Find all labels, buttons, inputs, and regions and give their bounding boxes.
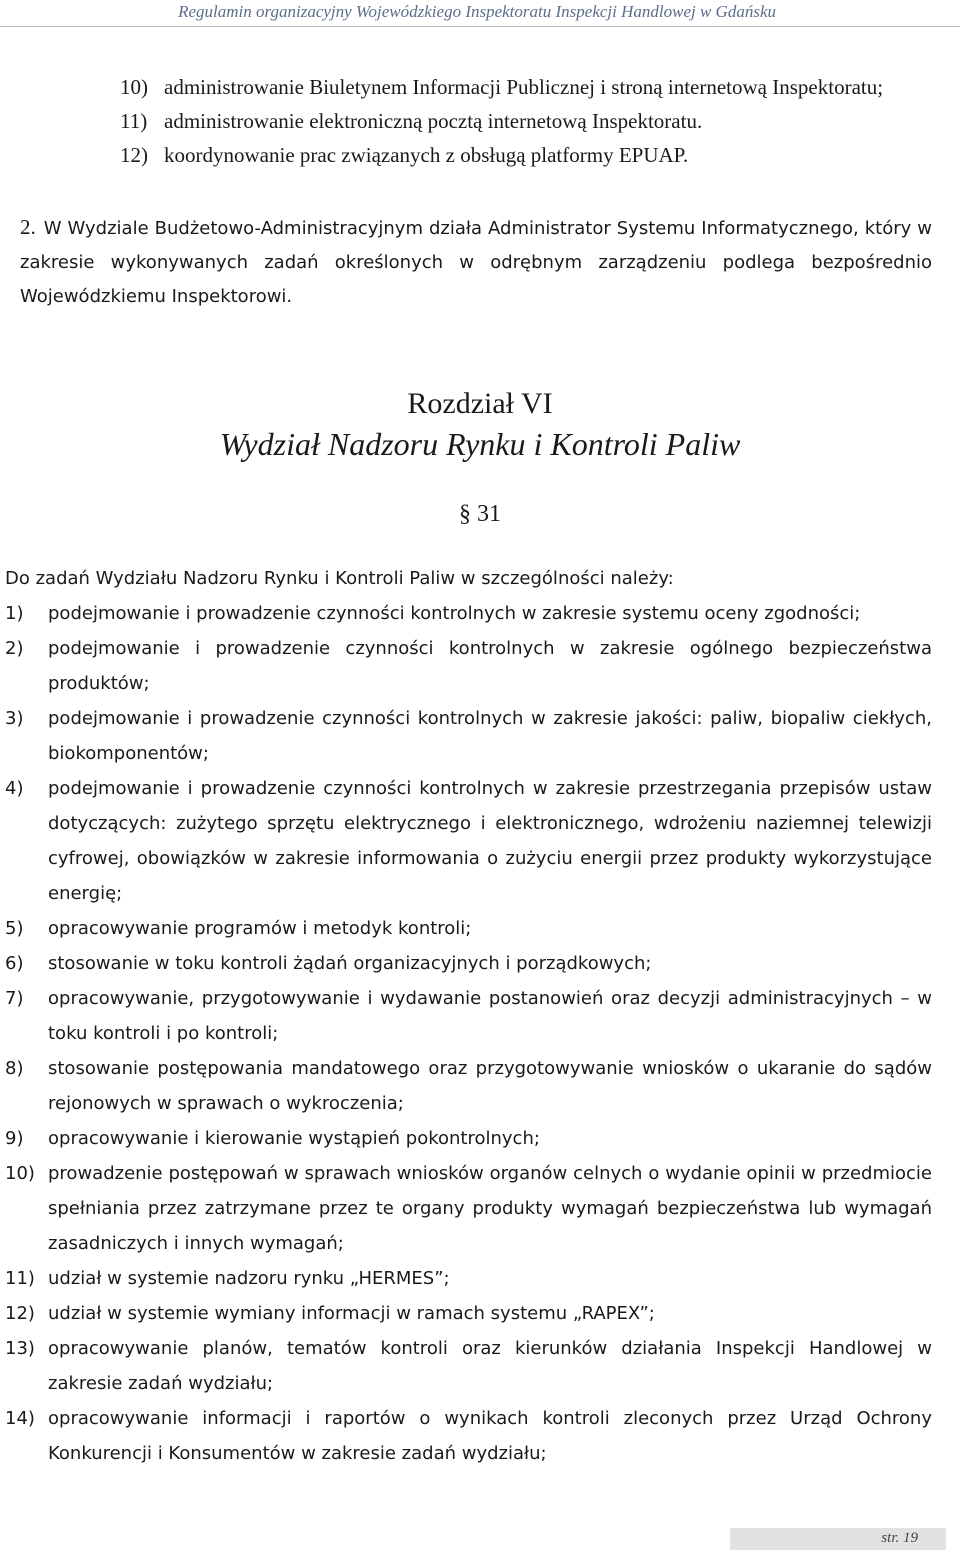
list-item-number: 11) <box>5 1268 35 1289</box>
list-item-text: podejmowanie i prowadzenie czynności kontrolnych w zakresie ogólnego bezpieczeństwa produktów; <box>48 638 932 694</box>
list-item-number: 8) <box>5 1058 24 1079</box>
list-item-number: 12) <box>120 143 148 167</box>
intro-text: Do zadań Wydziału Nadzoru Rynku i Kontroli Paliw w szczególności należy: <box>5 568 674 589</box>
list-item-text: opracowywanie planów, tematów kontroli oraz kierunków działania Inspekcji Handlowej w zakresie zadań wydziału; <box>48 1338 932 1394</box>
section-number: 31 <box>477 501 501 527</box>
list-item <box>5 946 932 981</box>
list-item-text: opracowywanie i kierowanie wystąpień pokontrolnych; <box>48 1128 540 1149</box>
list-item-text: stosowanie postępowania mandatowego oraz przygotowywanie wniosków o ukaranie do sądów rejonowych w sprawach o wykroczenia; <box>48 1058 932 1114</box>
list-item-number: 14) <box>5 1408 35 1429</box>
section-symbol: § <box>459 501 471 527</box>
list-item <box>5 981 932 1051</box>
list-item <box>5 1331 932 1401</box>
list-item-number: 2) <box>5 638 24 659</box>
list-item-text: prowadzenie postępowań w sprawach wniosków organów celnych o wydanie opinii w przedmiocie spełniania przez zatrzymane przez te organy produkty wymagań bezpieczeństwa lub wymagań zasadniczych i innych wymagań; <box>48 1163 932 1254</box>
list-item <box>120 104 932 138</box>
list-item <box>120 70 932 104</box>
list-item-text: udział w systemie nadzoru rynku „HERMES”; <box>48 1268 450 1289</box>
list-item-text: podejmowanie i prowadzenie czynności kontrolnych w zakresie systemu oceny zgodności; <box>48 603 861 624</box>
list-item-text: administrowanie elektroniczną pocztą internetową Inspektoratu. <box>164 109 703 133</box>
list-item-number: 12) <box>5 1303 35 1324</box>
duties-list <box>5 596 932 1471</box>
list-item-text: opracowywanie informacji i raportów o wynikach kontroli zleconych przez Urząd Ochrony Konkurencji i Konsumentów w zakresie zadań wydziału; <box>48 1408 932 1464</box>
list-item-number: 11) <box>120 109 148 133</box>
paragraph-number: 2. <box>20 215 36 239</box>
list-item <box>5 596 932 631</box>
list-item <box>5 701 932 771</box>
list-item-text: stosowanie w toku kontroli żądań organizacyjnych i porządkowych; <box>48 953 652 974</box>
list-item-number: 13) <box>5 1338 35 1359</box>
header-title: Regulamin organizacyjny Wojewódzkiego Inspektoratu Inspekcji Handlowej w Gdańsku <box>178 2 776 21</box>
list-item-text: opracowywanie, przygotowywanie i wydawanie postanowień oraz decyzji administracyjnych – w toku kontroli i po kontroli; <box>48 988 932 1044</box>
list-item-text: administrowanie Biuletynem Informacji Publicznej i stroną internetową Inspektoratu; <box>164 75 884 99</box>
top-list <box>120 70 932 172</box>
list-item-number: 4) <box>5 778 24 799</box>
list-item <box>5 1051 932 1121</box>
page-footer <box>730 1528 946 1550</box>
list-item-text: podejmowanie i prowadzenie czynności kontrolnych w zakresie jakości: paliw, biopaliw ciekłych, biokomponentów; <box>48 708 932 764</box>
list-item <box>5 1156 932 1261</box>
list-item-number: 6) <box>5 953 24 974</box>
list-item-text: podejmowanie i prowadzenie czynności kontrolnych w zakresie przestrzegania przepisów ustaw dotyczących: zużytego sprzętu elektrycznego i elektronicznego, wdrożeniu naziemnej telewizji cyfrowej, obowiązków w zakresie informowania o zużyciu energii przez produkty wykorzystujące energię; <box>48 778 932 904</box>
list-item <box>5 1261 932 1296</box>
list-item-number: 3) <box>5 708 24 729</box>
list-item-number: 9) <box>5 1128 24 1149</box>
section-heading <box>0 496 960 532</box>
list-item-number: 5) <box>5 918 24 939</box>
list-item-number: 10) <box>120 75 148 99</box>
list-item <box>5 1296 932 1331</box>
paragraph-text: W Wydziale Budżetowo-Administracyjnym działa Administrator Systemu Informatycznego, który w zakresie wykonywanych zadań określonych w odrębnym zarządzeniu podlega bezpośrednio Wojewódzkiemu Inspektorowi. <box>20 218 932 307</box>
page-number: str. 19 <box>881 1530 918 1546</box>
list-item <box>5 771 932 911</box>
chapter-subtitle: Wydział Nadzoru Rynku i Kontroli Paliw <box>219 426 741 462</box>
list-item-number: 10) <box>5 1163 35 1184</box>
header-divider <box>0 26 960 27</box>
list-item-text: udział w systemie wymiany informacji w ramach systemu „RAPEX”; <box>48 1303 655 1324</box>
list-item <box>5 911 932 946</box>
list-item-number: 7) <box>5 988 24 1009</box>
page-header <box>0 0 960 30</box>
chapter-title: Rozdział VI <box>407 387 553 420</box>
list-item-text: koordynowanie prac związanych z obsługą platformy EPUAP. <box>164 143 689 167</box>
list-item <box>5 1121 932 1156</box>
list-item <box>5 1401 932 1471</box>
list-item <box>120 138 932 172</box>
paragraph-2 <box>20 210 932 314</box>
list-item-text: opracowywanie programów i metodyk kontroli; <box>48 918 472 939</box>
list-item <box>5 631 932 701</box>
list-item-number: 1) <box>5 603 24 624</box>
